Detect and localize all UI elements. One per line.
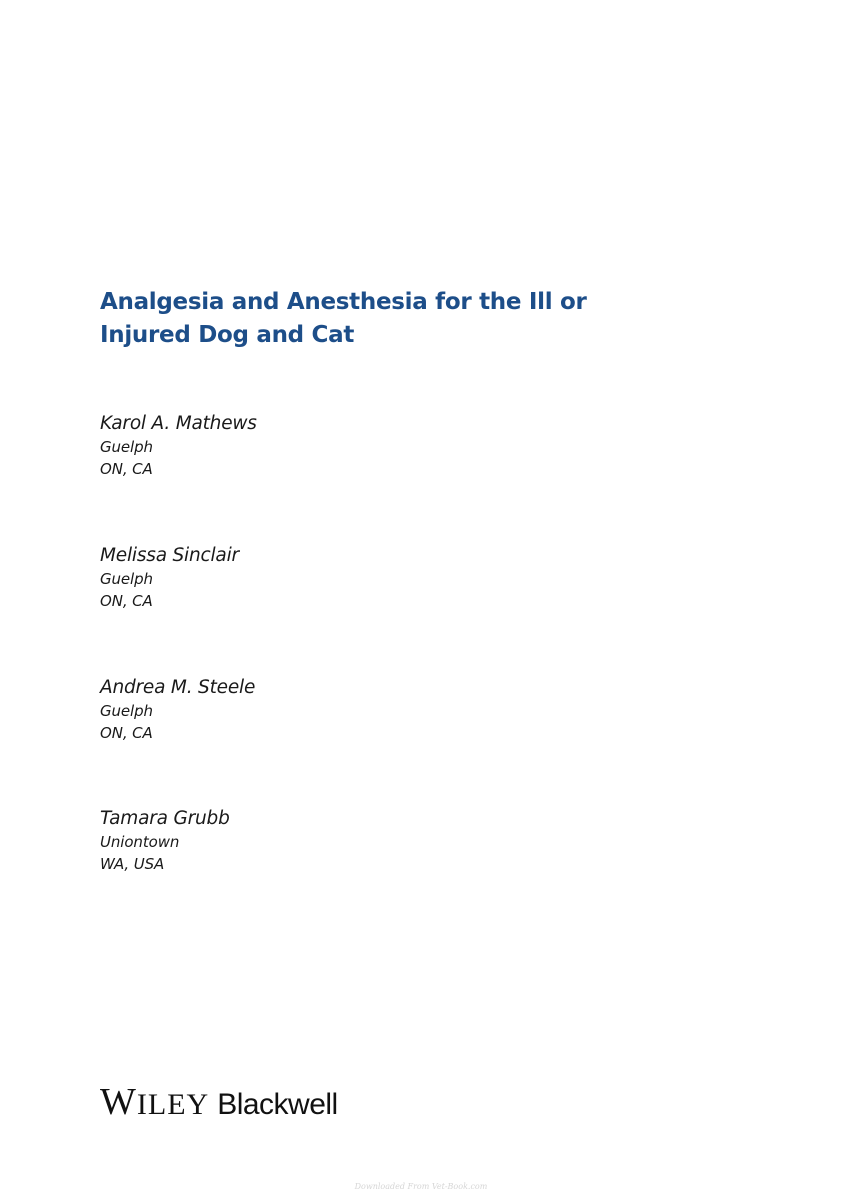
author-block bbox=[100, 412, 257, 480]
book-title bbox=[100, 286, 660, 352]
author-city: Guelph bbox=[100, 570, 153, 588]
publisher-logo bbox=[100, 1080, 338, 1124]
download-watermark: Downloaded From Vet-Book.com bbox=[354, 1182, 488, 1191]
wiley-small-caps: ILEY bbox=[136, 1088, 210, 1121]
author-name: Karol A. Mathews bbox=[100, 413, 257, 434]
author-region: ON, CA bbox=[100, 460, 153, 478]
author-region: ON, CA bbox=[100, 592, 153, 610]
book-title-line-1: Analgesia and Anesthesia for the Ill or bbox=[100, 289, 587, 315]
author-city: Uniontown bbox=[100, 833, 180, 851]
author-region: ON, CA bbox=[100, 724, 153, 742]
wiley-wordmark bbox=[100, 1081, 209, 1123]
author-block bbox=[100, 807, 230, 875]
author-city: Guelph bbox=[100, 438, 153, 456]
author-name: Tamara Grubb bbox=[100, 808, 230, 829]
author-block bbox=[100, 676, 255, 744]
author-region: WA, USA bbox=[100, 855, 165, 873]
blackwell-wordmark: Blackwell bbox=[217, 1088, 338, 1121]
author-block bbox=[100, 544, 239, 612]
author-city: Guelph bbox=[100, 702, 153, 720]
book-title-line-2: Injured Dog and Cat bbox=[100, 322, 355, 348]
author-name: Melissa Sinclair bbox=[100, 545, 239, 566]
author-name: Andrea M. Steele bbox=[100, 677, 256, 698]
wiley-initial: W bbox=[100, 1081, 137, 1123]
